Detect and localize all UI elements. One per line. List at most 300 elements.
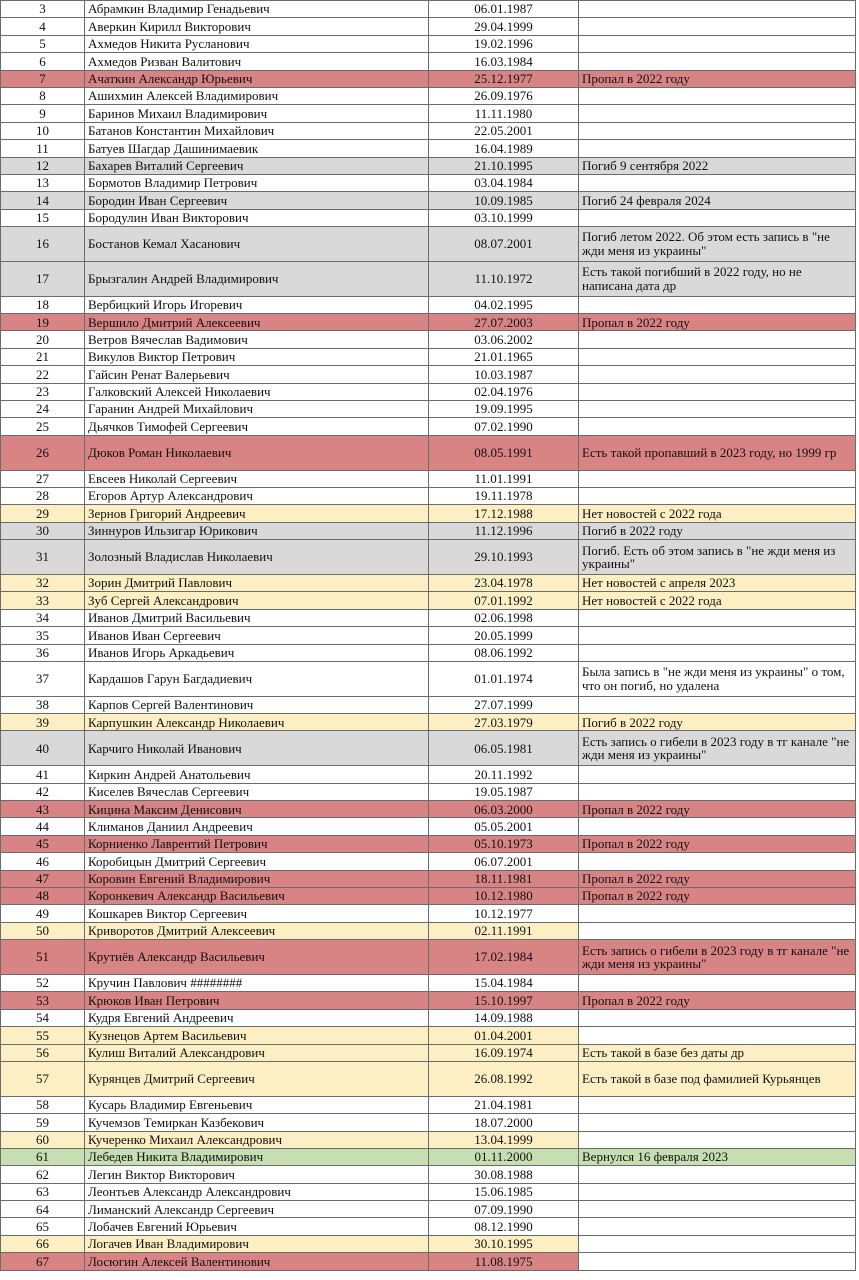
table-row <box>1 401 856 418</box>
person-name-cell: Кицина Максим Денисович <box>85 801 429 818</box>
birth-date-cell: 02.06.1998 <box>429 609 579 626</box>
birth-date-cell: 19.05.1987 <box>429 783 579 800</box>
table-row <box>1 853 856 870</box>
person-name-cell: Иванов Дмитрий Васильевич <box>85 609 429 626</box>
person-name-cell: Ветров Вячеслав Вадимович <box>85 331 429 348</box>
table-row <box>1 974 856 991</box>
person-name-cell: Ачаткин Александр Юрьевич <box>85 70 429 87</box>
row-number-cell: 59 <box>1 1114 85 1131</box>
row-number-cell: 43 <box>1 801 85 818</box>
birth-date-cell: 20.11.1992 <box>429 766 579 783</box>
status-note-cell: Есть такой в базе под фамилией Курьянцев <box>579 1061 856 1096</box>
birth-date-cell: 23.04.1978 <box>429 574 579 591</box>
row-number-cell: 20 <box>1 331 85 348</box>
table-row <box>1 209 856 226</box>
birth-date-cell: 10.03.1987 <box>429 366 579 383</box>
status-note-cell: Нет новостей с апреля 2023 <box>579 574 856 591</box>
birth-date-cell: 06.03.2000 <box>429 801 579 818</box>
birth-date-cell: 01.11.2000 <box>429 1148 579 1165</box>
person-name-cell: Абрамкин Владимир Генадьевич <box>85 1 429 18</box>
status-note-cell <box>579 853 856 870</box>
table-row <box>1 1148 856 1165</box>
birth-date-cell: 02.11.1991 <box>429 922 579 939</box>
person-name-cell: Лобачев Евгений Юрьевич <box>85 1218 429 1235</box>
birth-date-cell: 19.11.1978 <box>429 487 579 504</box>
row-number-cell: 48 <box>1 888 85 905</box>
status-note-cell <box>579 487 856 504</box>
table-row <box>1 87 856 104</box>
status-note-cell <box>579 818 856 835</box>
status-note-cell <box>579 609 856 626</box>
table-row <box>1 574 856 591</box>
person-name-cell: Викулов Виктор Петрович <box>85 348 429 365</box>
status-note-cell <box>579 766 856 783</box>
person-name-cell: Карпов Сергей Валентинович <box>85 696 429 713</box>
status-note-cell <box>579 209 856 226</box>
birth-date-cell: 27.07.1999 <box>429 696 579 713</box>
row-number-cell: 26 <box>1 435 85 470</box>
birth-date-cell: 15.10.1997 <box>429 992 579 1009</box>
birth-date-cell: 21.01.1965 <box>429 348 579 365</box>
person-name-cell: Бородулин Иван Викторович <box>85 209 429 226</box>
status-note-cell: Есть такой погибший в 2022 году, но не написана дата др <box>579 261 856 296</box>
table-row <box>1 487 856 504</box>
table-row <box>1 435 856 470</box>
person-name-cell: Иванов Иван Сергеевич <box>85 627 429 644</box>
row-number-cell: 28 <box>1 487 85 504</box>
table-row <box>1 157 856 174</box>
table-row <box>1 696 856 713</box>
birth-date-cell: 06.07.2001 <box>429 853 579 870</box>
status-note-cell <box>579 1009 856 1026</box>
person-name-cell: Курянцев Дмитрий Сергеевич <box>85 1061 429 1096</box>
table-row <box>1 766 856 783</box>
row-number-cell: 33 <box>1 592 85 609</box>
row-number-cell: 64 <box>1 1201 85 1218</box>
table-row <box>1 53 856 70</box>
person-name-cell: Криворотов Дмитрий Алексеевич <box>85 922 429 939</box>
status-note-cell: Вернулся 16 февраля 2023 <box>579 1148 856 1165</box>
table-row <box>1 818 856 835</box>
person-name-cell: Корниенко Лаврентий Петрович <box>85 835 429 852</box>
status-note-cell <box>579 174 856 191</box>
table-row <box>1 105 856 122</box>
row-number-cell: 53 <box>1 992 85 1009</box>
birth-date-cell: 16.04.1989 <box>429 140 579 157</box>
status-note-cell <box>579 1183 856 1200</box>
table-row <box>1 731 856 766</box>
person-name-cell: Крюков Иван Петрович <box>85 992 429 1009</box>
person-name-cell: Кулиш Виталий Александрович <box>85 1044 429 1061</box>
person-name-cell: Кошкарев Виктор Сергеевич <box>85 905 429 922</box>
row-number-cell: 24 <box>1 401 85 418</box>
table-row <box>1 992 856 1009</box>
row-number-cell: 40 <box>1 731 85 766</box>
person-name-cell: Батанов Константин Михайлович <box>85 122 429 139</box>
row-number-cell: 19 <box>1 314 85 331</box>
table-row <box>1 1027 856 1044</box>
person-name-cell: Ашихмин Алексей Владимирович <box>85 87 429 104</box>
birth-date-cell: 05.10.1973 <box>429 835 579 852</box>
status-note-cell <box>579 53 856 70</box>
birth-date-cell: 05.05.2001 <box>429 818 579 835</box>
table-row <box>1 592 856 609</box>
row-number-cell: 51 <box>1 940 85 975</box>
row-number-cell: 58 <box>1 1096 85 1113</box>
status-note-cell <box>579 401 856 418</box>
table-row <box>1 470 856 487</box>
person-name-cell: Карпушкин Александр Николаевич <box>85 714 429 731</box>
row-number-cell: 3 <box>1 1 85 18</box>
status-note-cell: Есть такой пропавший в 2023 году, но 1999 гр <box>579 435 856 470</box>
table-row <box>1 1044 856 1061</box>
row-number-cell: 45 <box>1 835 85 852</box>
row-number-cell: 57 <box>1 1061 85 1096</box>
status-note-cell: Пропал в 2022 году <box>579 801 856 818</box>
person-name-cell: Киселев Вячеслав Сергеевич <box>85 783 429 800</box>
person-name-cell: Вербицкий Игорь Игоревич <box>85 296 429 313</box>
row-number-cell: 12 <box>1 157 85 174</box>
row-number-cell: 61 <box>1 1148 85 1165</box>
person-name-cell: Галковский Алексей Николаевич <box>85 383 429 400</box>
row-number-cell: 17 <box>1 261 85 296</box>
birth-date-cell: 02.04.1976 <box>429 383 579 400</box>
row-number-cell: 35 <box>1 627 85 644</box>
row-number-cell: 50 <box>1 922 85 939</box>
table-row <box>1 331 856 348</box>
person-name-cell: Кручин Павлович ######## <box>85 974 429 991</box>
table-row <box>1 627 856 644</box>
person-name-cell: Киркин Андрей Анатольевич <box>85 766 429 783</box>
table-row <box>1 122 856 139</box>
table-row <box>1 1114 856 1131</box>
birth-date-cell: 21.10.1995 <box>429 157 579 174</box>
birth-date-cell: 17.12.1988 <box>429 505 579 522</box>
table-row <box>1 1 856 18</box>
person-name-cell: Брызгалин Андрей Владимирович <box>85 261 429 296</box>
birth-date-cell: 13.04.1999 <box>429 1131 579 1148</box>
table-row <box>1 1009 856 1026</box>
table-row <box>1 835 856 852</box>
person-name-cell: Батуев Шагдар Дашинимаевик <box>85 140 429 157</box>
birth-date-cell: 19.09.1995 <box>429 401 579 418</box>
status-note-cell <box>579 1218 856 1235</box>
status-note-cell <box>579 331 856 348</box>
table-row <box>1 870 856 887</box>
birth-date-cell: 03.04.1984 <box>429 174 579 191</box>
person-name-cell: Дьячков Тимофей Сергеевич <box>85 418 429 435</box>
table-row <box>1 35 856 52</box>
person-name-cell: Лиманский Александр Сергеевич <box>85 1201 429 1218</box>
row-number-cell: 44 <box>1 818 85 835</box>
status-note-cell <box>579 140 856 157</box>
status-note-cell <box>579 1114 856 1131</box>
table-row <box>1 661 856 696</box>
status-note-cell <box>579 18 856 35</box>
row-number-cell: 15 <box>1 209 85 226</box>
status-note-cell <box>579 122 856 139</box>
person-name-cell: Коробицын Дмитрий Сергеевич <box>85 853 429 870</box>
person-name-cell: Карчиго Николай Иванович <box>85 731 429 766</box>
row-number-cell: 54 <box>1 1009 85 1026</box>
table-row <box>1 366 856 383</box>
person-name-cell: Лебедев Никита Владимирович <box>85 1148 429 1165</box>
person-name-cell: Коровин Евгений Владимирович <box>85 870 429 887</box>
birth-date-cell: 27.03.1979 <box>429 714 579 731</box>
row-number-cell: 52 <box>1 974 85 991</box>
row-number-cell: 38 <box>1 696 85 713</box>
table-body <box>1 1 856 1271</box>
row-number-cell: 11 <box>1 140 85 157</box>
birth-date-cell: 26.09.1976 <box>429 87 579 104</box>
person-name-cell: Лосюгин Алексей Валентинович <box>85 1253 429 1270</box>
status-note-cell <box>579 1253 856 1270</box>
row-number-cell: 29 <box>1 505 85 522</box>
row-number-cell: 10 <box>1 122 85 139</box>
person-name-cell: Евсеев Николай Сергеевич <box>85 470 429 487</box>
birth-date-cell: 03.10.1999 <box>429 209 579 226</box>
birth-date-cell: 06.05.1981 <box>429 731 579 766</box>
row-number-cell: 9 <box>1 105 85 122</box>
row-number-cell: 13 <box>1 174 85 191</box>
birth-date-cell: 11.11.1980 <box>429 105 579 122</box>
table-row <box>1 505 856 522</box>
table-row <box>1 1218 856 1235</box>
status-note-cell: Погиб в 2022 году <box>579 522 856 539</box>
table-row <box>1 192 856 209</box>
birth-date-cell: 08.07.2001 <box>429 227 579 262</box>
table-row <box>1 644 856 661</box>
birth-date-cell: 19.02.1996 <box>429 35 579 52</box>
table-row <box>1 540 856 575</box>
person-name-cell: Вершило Дмитрий Алексеевич <box>85 314 429 331</box>
birth-date-cell: 11.10.1972 <box>429 261 579 296</box>
row-number-cell: 5 <box>1 35 85 52</box>
person-name-cell: Логачев Иван Владимирович <box>85 1235 429 1252</box>
table-row <box>1 888 856 905</box>
birth-date-cell: 11.01.1991 <box>429 470 579 487</box>
row-number-cell: 56 <box>1 1044 85 1061</box>
table-row <box>1 1201 856 1218</box>
person-name-cell: Бахарев Виталий Сергеевич <box>85 157 429 174</box>
person-name-cell: Дюков Роман Николаевич <box>85 435 429 470</box>
status-note-cell: Есть запись о гибели в 2023 году в тг канале "не жди меня из украины" <box>579 940 856 975</box>
row-number-cell: 6 <box>1 53 85 70</box>
status-note-cell <box>579 418 856 435</box>
status-note-cell <box>579 35 856 52</box>
status-note-cell <box>579 366 856 383</box>
status-note-cell: Пропал в 2022 году <box>579 870 856 887</box>
status-note-cell <box>579 922 856 939</box>
birth-date-cell: 15.06.1985 <box>429 1183 579 1200</box>
person-name-cell: Зорин Дмитрий Павлович <box>85 574 429 591</box>
table-row <box>1 1096 856 1113</box>
person-name-cell: Кудря Евгений Андреевич <box>85 1009 429 1026</box>
status-note-cell <box>579 905 856 922</box>
birth-date-cell: 14.09.1988 <box>429 1009 579 1026</box>
status-note-cell <box>579 1096 856 1113</box>
row-number-cell: 4 <box>1 18 85 35</box>
row-number-cell: 22 <box>1 366 85 383</box>
birth-date-cell: 29.04.1999 <box>429 18 579 35</box>
table-row <box>1 609 856 626</box>
row-number-cell: 27 <box>1 470 85 487</box>
row-number-cell: 60 <box>1 1131 85 1148</box>
birth-date-cell: 30.08.1988 <box>429 1166 579 1183</box>
status-note-cell: Пропал в 2022 году <box>579 70 856 87</box>
status-note-cell <box>579 105 856 122</box>
birth-date-cell: 03.06.2002 <box>429 331 579 348</box>
birth-date-cell: 25.12.1977 <box>429 70 579 87</box>
row-number-cell: 31 <box>1 540 85 575</box>
birth-date-cell: 22.05.2001 <box>429 122 579 139</box>
row-number-cell: 32 <box>1 574 85 591</box>
birth-date-cell: 18.11.1981 <box>429 870 579 887</box>
status-note-cell: Пропал в 2022 году <box>579 888 856 905</box>
birth-date-cell: 01.04.2001 <box>429 1027 579 1044</box>
status-note-cell <box>579 644 856 661</box>
table-row <box>1 1166 856 1183</box>
status-note-cell <box>579 974 856 991</box>
birth-date-cell: 07.09.1990 <box>429 1201 579 1218</box>
person-name-cell: Зуб Сергей Александрович <box>85 592 429 609</box>
table-row <box>1 296 856 313</box>
status-note-cell <box>579 1027 856 1044</box>
table-row <box>1 174 856 191</box>
birth-date-cell: 29.10.1993 <box>429 540 579 575</box>
status-note-cell <box>579 783 856 800</box>
status-note-cell <box>579 1201 856 1218</box>
status-note-cell: Погиб летом 2022. Об этом есть запись в "не жди меня из украины" <box>579 227 856 262</box>
table-row <box>1 905 856 922</box>
birth-date-cell: 06.01.1987 <box>429 1 579 18</box>
person-name-cell: Климанов Даниил Андреевич <box>85 818 429 835</box>
row-number-cell: 36 <box>1 644 85 661</box>
row-number-cell: 7 <box>1 70 85 87</box>
birth-date-cell: 17.02.1984 <box>429 940 579 975</box>
table-row <box>1 314 856 331</box>
table-row <box>1 940 856 975</box>
status-note-cell <box>579 383 856 400</box>
birth-date-cell: 21.04.1981 <box>429 1096 579 1113</box>
person-name-cell: Гаранин Андрей Михайлович <box>85 401 429 418</box>
row-number-cell: 55 <box>1 1027 85 1044</box>
birth-date-cell: 27.07.2003 <box>429 314 579 331</box>
row-number-cell: 16 <box>1 227 85 262</box>
birth-date-cell: 07.01.1992 <box>429 592 579 609</box>
row-number-cell: 23 <box>1 383 85 400</box>
status-note-cell: Нет новостей с 2022 года <box>579 505 856 522</box>
birth-date-cell: 30.10.1995 <box>429 1235 579 1252</box>
row-number-cell: 25 <box>1 418 85 435</box>
table-row <box>1 227 856 262</box>
status-note-cell <box>579 627 856 644</box>
person-name-cell: Ахмедов Ризван Валитович <box>85 53 429 70</box>
person-name-cell: Бормотов Владимир Петрович <box>85 174 429 191</box>
birth-date-cell: 11.12.1996 <box>429 522 579 539</box>
table-row <box>1 783 856 800</box>
person-name-cell: Коронкевич Александр Васильевич <box>85 888 429 905</box>
row-number-cell: 14 <box>1 192 85 209</box>
person-name-cell: Легин Виктор Викторович <box>85 1166 429 1183</box>
row-number-cell: 65 <box>1 1218 85 1235</box>
person-name-cell: Зернов Григорий Андреевич <box>85 505 429 522</box>
table-row <box>1 70 856 87</box>
row-number-cell: 21 <box>1 348 85 365</box>
status-note-cell: Была запись в "не жди меня из украины" о том, что он погиб, но удалена <box>579 661 856 696</box>
birth-date-cell: 01.01.1974 <box>429 661 579 696</box>
birth-date-cell: 08.05.1991 <box>429 435 579 470</box>
person-name-cell: Кучеренко Михаил Александрович <box>85 1131 429 1148</box>
status-note-cell: Есть такой в базе без даты др <box>579 1044 856 1061</box>
table-row <box>1 1253 856 1270</box>
status-note-cell <box>579 470 856 487</box>
status-note-cell <box>579 696 856 713</box>
row-number-cell: 63 <box>1 1183 85 1200</box>
status-note-cell: Пропал в 2022 году <box>579 992 856 1009</box>
row-number-cell: 49 <box>1 905 85 922</box>
table-row <box>1 1235 856 1252</box>
birth-date-cell: 16.09.1974 <box>429 1044 579 1061</box>
row-number-cell: 30 <box>1 522 85 539</box>
status-note-cell <box>579 296 856 313</box>
person-name-cell: Золозный Владислав Николаевич <box>85 540 429 575</box>
status-note-cell: Пропал в 2022 году <box>579 835 856 852</box>
birth-date-cell: 26.08.1992 <box>429 1061 579 1096</box>
status-note-cell: Погиб 24 февраля 2024 <box>579 192 856 209</box>
status-note-cell <box>579 1235 856 1252</box>
person-name-cell: Ахмедов Никита Русланович <box>85 35 429 52</box>
row-number-cell: 66 <box>1 1235 85 1252</box>
birth-date-cell: 16.03.1984 <box>429 53 579 70</box>
table-row <box>1 140 856 157</box>
table-row <box>1 922 856 939</box>
status-note-cell <box>579 1166 856 1183</box>
row-number-cell: 8 <box>1 87 85 104</box>
birth-date-cell: 20.05.1999 <box>429 627 579 644</box>
person-name-cell: Кусарь Владимир Евгеньевич <box>85 1096 429 1113</box>
birth-date-cell: 15.04.1984 <box>429 974 579 991</box>
row-number-cell: 41 <box>1 766 85 783</box>
person-name-cell: Кузнецов Артем Васильевич <box>85 1027 429 1044</box>
person-name-cell: Леонтьев Александр Александрович <box>85 1183 429 1200</box>
row-number-cell: 18 <box>1 296 85 313</box>
birth-date-cell: 10.09.1985 <box>429 192 579 209</box>
person-name-cell: Аверкин Кирилл Викторович <box>85 18 429 35</box>
table-row <box>1 522 856 539</box>
birth-date-cell: 10.12.1977 <box>429 905 579 922</box>
status-note-cell: Погиб 9 сентября 2022 <box>579 157 856 174</box>
person-name-cell: Иванов Игорь Аркадьевич <box>85 644 429 661</box>
status-note-cell <box>579 1 856 18</box>
row-number-cell: 42 <box>1 783 85 800</box>
table-row <box>1 18 856 35</box>
status-note-cell: Пропал в 2022 году <box>579 314 856 331</box>
birth-date-cell: 04.02.1995 <box>429 296 579 313</box>
birth-date-cell: 11.08.1975 <box>429 1253 579 1270</box>
person-name-cell: Гайсин Ренат Валерьевич <box>85 366 429 383</box>
person-name-cell: Зиннуров Ильзигар Юрикович <box>85 522 429 539</box>
table-row <box>1 348 856 365</box>
table-row <box>1 1183 856 1200</box>
table-row <box>1 383 856 400</box>
person-name-cell: Баринов Михаил Владимирович <box>85 105 429 122</box>
table-row <box>1 1061 856 1096</box>
status-note-cell <box>579 87 856 104</box>
person-name-cell: Бостанов Кемал Хасанович <box>85 227 429 262</box>
table-row <box>1 714 856 731</box>
birth-date-cell: 08.12.1990 <box>429 1218 579 1235</box>
